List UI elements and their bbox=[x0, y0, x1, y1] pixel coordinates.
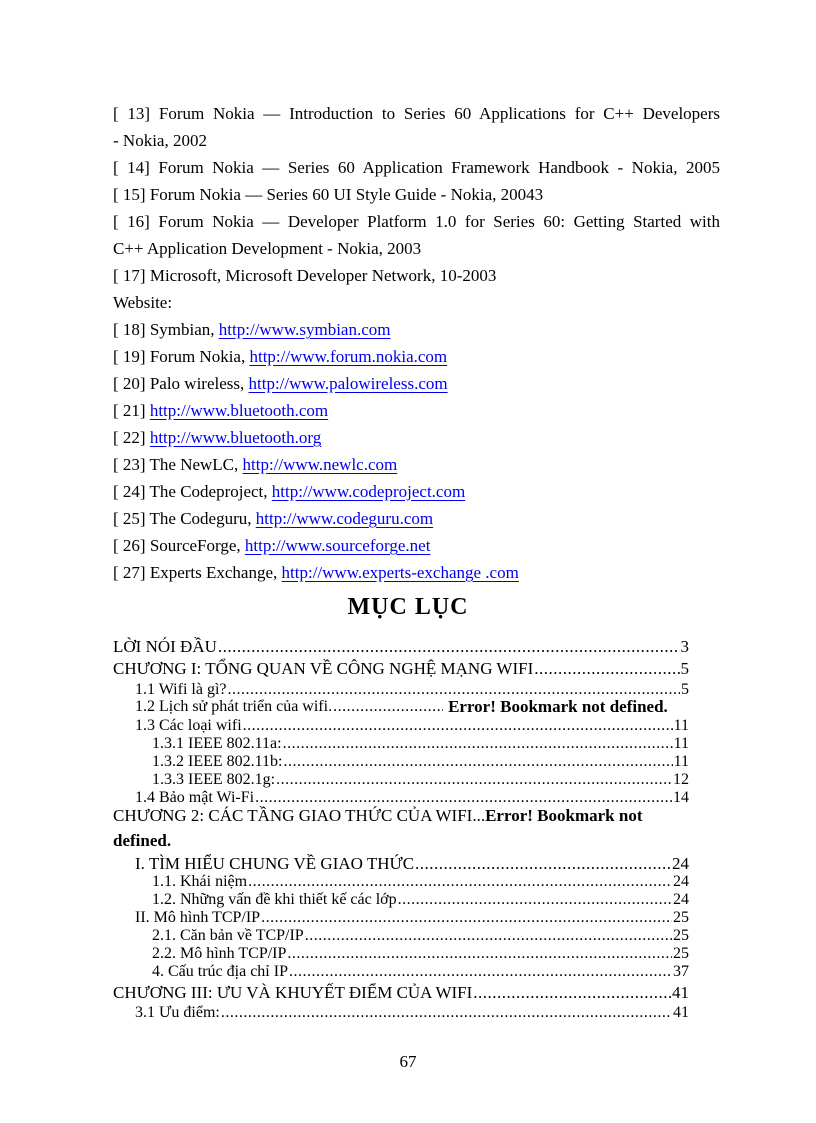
toc-entry-text: I. TÌM HIỂU CHUNG VỀ GIAO THỨC bbox=[135, 854, 415, 873]
toc-entry-text: 1.1. Khái niệm bbox=[152, 873, 248, 890]
toc-dot-leader bbox=[534, 660, 679, 677]
toc-entry[interactable] bbox=[135, 909, 689, 926]
toc-entry-text: 4. Cấu trúc địa chỉ IP bbox=[152, 963, 288, 980]
toc-dot-leader bbox=[398, 891, 672, 908]
reference-label: [ 23] The NewLC, bbox=[113, 455, 243, 474]
toc-entry[interactable] bbox=[113, 638, 689, 655]
toc-entry-text: 1.3.3 IEEE 802.1g: bbox=[152, 771, 276, 788]
toc-entry-text: 1.2 Lịch sử phát triển của wifi. bbox=[135, 698, 333, 715]
reference-label: [ 25] The Codeguru, bbox=[113, 509, 256, 528]
toc-entry-text: II. Mô hình TCP/IP bbox=[135, 909, 261, 926]
toc-dot-leader bbox=[255, 789, 672, 806]
reference-16-line-1: [ 16] Forum Nokia — Developer Platform 1.0 for Series 60: Getting Started with bbox=[113, 212, 720, 231]
toc-entry[interactable] bbox=[152, 927, 689, 944]
toc-entry-text: CHƯƠNG I: TỔNG QUAN VỀ CÔNG NGHỆ MẠNG WIFI bbox=[113, 659, 534, 678]
toc-entry[interactable] bbox=[152, 963, 689, 980]
reference-14: [ 14] Forum Nokia — Series 60 Application Framework Handbook - Nokia, 2005 bbox=[113, 158, 720, 177]
reference-19 bbox=[113, 346, 447, 368]
reference-link[interactable]: http://www.newlc.com bbox=[242, 455, 398, 474]
reference-21 bbox=[113, 400, 328, 422]
toc-page-number: 11 bbox=[673, 717, 689, 734]
reference-25 bbox=[113, 508, 433, 530]
toc-page-number: 11 bbox=[673, 735, 689, 752]
toc-dot-leader bbox=[415, 855, 671, 872]
reference-label: [ 27] Experts Exchange, bbox=[113, 563, 282, 582]
reference-label: [ 21] bbox=[113, 401, 150, 420]
reference-label: [ 24] The Codeproject, bbox=[113, 482, 272, 501]
toc-entry[interactable] bbox=[152, 771, 689, 788]
toc-entry[interactable] bbox=[135, 717, 689, 734]
toc-page-number: 5 bbox=[681, 681, 689, 698]
reference-label: [ 19] Forum Nokia, bbox=[113, 347, 250, 366]
toc-dot-leader bbox=[305, 927, 672, 944]
reference-link[interactable]: http://www.forum.nokia.com bbox=[249, 347, 448, 366]
toc-error-continuation: defined. bbox=[113, 831, 172, 850]
reference-link[interactable]: http://www.bluetooth.com bbox=[149, 401, 329, 420]
reference-link[interactable]: http://www.symbian.com bbox=[218, 320, 391, 339]
reference-20 bbox=[113, 373, 448, 395]
toc-entry-text: 1.3.1 IEEE 802.11a: bbox=[152, 735, 282, 752]
toc-page-number: 12 bbox=[673, 771, 689, 788]
toc-entry-text: 1.4 Bảo mật Wi-Fi bbox=[135, 789, 255, 806]
reference-13-line-2: - Nokia, 2002 bbox=[113, 131, 207, 150]
toc-page-number: 41 bbox=[672, 983, 689, 1002]
toc-dot-leader bbox=[227, 681, 680, 698]
toc-entry[interactable] bbox=[113, 807, 703, 824]
toc-entry[interactable] bbox=[152, 873, 689, 890]
reference-27 bbox=[113, 562, 519, 584]
toc-page-number: 41 bbox=[673, 1004, 689, 1021]
reference-26 bbox=[113, 535, 430, 557]
reference-13-line-1: [ 13] Forum Nokia — Introduction to Series 60 Applications for C++ Developers bbox=[113, 104, 720, 123]
toc-entry[interactable] bbox=[152, 945, 689, 962]
toc-dot-leader bbox=[284, 753, 673, 770]
toc-dot-leader bbox=[248, 873, 672, 890]
reference-link[interactable]: http://www.codeproject.com bbox=[271, 482, 466, 501]
toc-dot-leader bbox=[243, 717, 673, 734]
toc-entry[interactable] bbox=[152, 891, 689, 908]
reference-link[interactable]: http://www.codeguru.com bbox=[255, 509, 434, 528]
toc-entry-text: CHƯƠNG III: ƯU VÀ KHUYẾT ĐIỂM CỦA WIFI bbox=[113, 983, 473, 1002]
toc-entry[interactable] bbox=[135, 681, 689, 698]
reference-link[interactable]: http://www.palowireless.com bbox=[248, 374, 448, 393]
toc-page-number: 3 bbox=[680, 637, 689, 656]
toc-page-number: 24 bbox=[672, 854, 689, 873]
toc-page-number: 24 bbox=[673, 891, 689, 908]
toc-page-number: 5 bbox=[680, 659, 689, 678]
reference-23 bbox=[113, 454, 397, 476]
toc-page-number: 14 bbox=[673, 789, 689, 806]
toc-entry[interactable] bbox=[152, 753, 689, 770]
toc-entry[interactable] bbox=[152, 735, 689, 752]
reference-link[interactable]: http://www.bluetooth.org bbox=[149, 428, 322, 447]
toc-page-number: 25 bbox=[673, 909, 689, 926]
reference-link[interactable]: http://www.sourceforge.net bbox=[244, 536, 431, 555]
toc-page-number: 25 bbox=[673, 945, 689, 962]
reference-label: [ 20] Palo wireless, bbox=[113, 374, 249, 393]
toc-entry[interactable] bbox=[135, 789, 689, 806]
toc-title: MỤC LỤC bbox=[347, 594, 469, 620]
toc-error-message: Error! Bookmark not bbox=[485, 806, 643, 825]
toc-entry[interactable] bbox=[113, 660, 689, 677]
toc-dot-leader bbox=[473, 984, 671, 1001]
toc-error-message: Error! Bookmark not defined. bbox=[448, 697, 668, 716]
toc-entry-text: 1.3.2 IEEE 802.11b: bbox=[152, 753, 283, 770]
reference-22 bbox=[113, 427, 321, 449]
toc-dot-leader bbox=[221, 1004, 672, 1021]
reference-15: [ 15] Forum Nokia — Series 60 UI Style Guide - Nokia, 20043 bbox=[113, 185, 544, 204]
toc-dot-leader bbox=[333, 698, 443, 715]
reference-18 bbox=[113, 319, 391, 341]
toc-entry[interactable] bbox=[135, 698, 695, 715]
toc-entry-text: CHƯƠNG 2: CÁC TẦNG GIAO THỨC CỦA WIFI... bbox=[113, 806, 486, 825]
website-label: Website: bbox=[113, 293, 173, 312]
toc-dot-leader bbox=[276, 771, 672, 788]
toc-page-number: 24 bbox=[673, 873, 689, 890]
toc-dot-leader bbox=[261, 909, 672, 926]
toc-page-number: 37 bbox=[673, 963, 689, 980]
toc-dot-leader bbox=[287, 945, 672, 962]
reference-label: [ 22] bbox=[113, 428, 150, 447]
toc-entry-text: 2.1. Căn bản về TCP/IP bbox=[152, 927, 304, 944]
toc-entry-text: LỜI NÓI ĐẦU bbox=[113, 637, 217, 656]
toc-entry-text: 1.1 Wifi là gì? bbox=[135, 681, 227, 698]
toc-page-number: 25 bbox=[673, 927, 689, 944]
toc-dot-leader bbox=[289, 963, 672, 980]
reference-label: [ 18] Symbian, bbox=[113, 320, 219, 339]
reference-label: [ 26] SourceForge, bbox=[113, 536, 245, 555]
toc-entry[interactable] bbox=[135, 1004, 689, 1021]
page-number: 67 bbox=[399, 1052, 417, 1071]
toc-entry[interactable] bbox=[135, 855, 689, 872]
toc-dot-leader bbox=[283, 735, 673, 752]
toc-entry-text: 3.1 Ưu điểm: bbox=[135, 1004, 220, 1021]
toc-page-number: 11 bbox=[673, 753, 689, 770]
toc-dot-leader bbox=[218, 638, 680, 655]
toc-entry-text: 1.3 Các loại wifi bbox=[135, 717, 242, 734]
reference-16-line-2: C++ Application Development - Nokia, 2003 bbox=[113, 239, 422, 258]
toc-entry-text: 1.2. Những vấn đề khi thiết kế các lớp bbox=[152, 891, 397, 908]
reference-link[interactable]: http://www.experts-exchange .com bbox=[281, 563, 519, 582]
toc-entry[interactable] bbox=[113, 984, 689, 1001]
reference-24 bbox=[113, 481, 465, 503]
reference-17: [ 17] Microsoft, Microsoft Developer Network, 10-2003 bbox=[113, 266, 497, 285]
toc-entry-text: 2.2. Mô hình TCP/IP bbox=[152, 945, 287, 962]
